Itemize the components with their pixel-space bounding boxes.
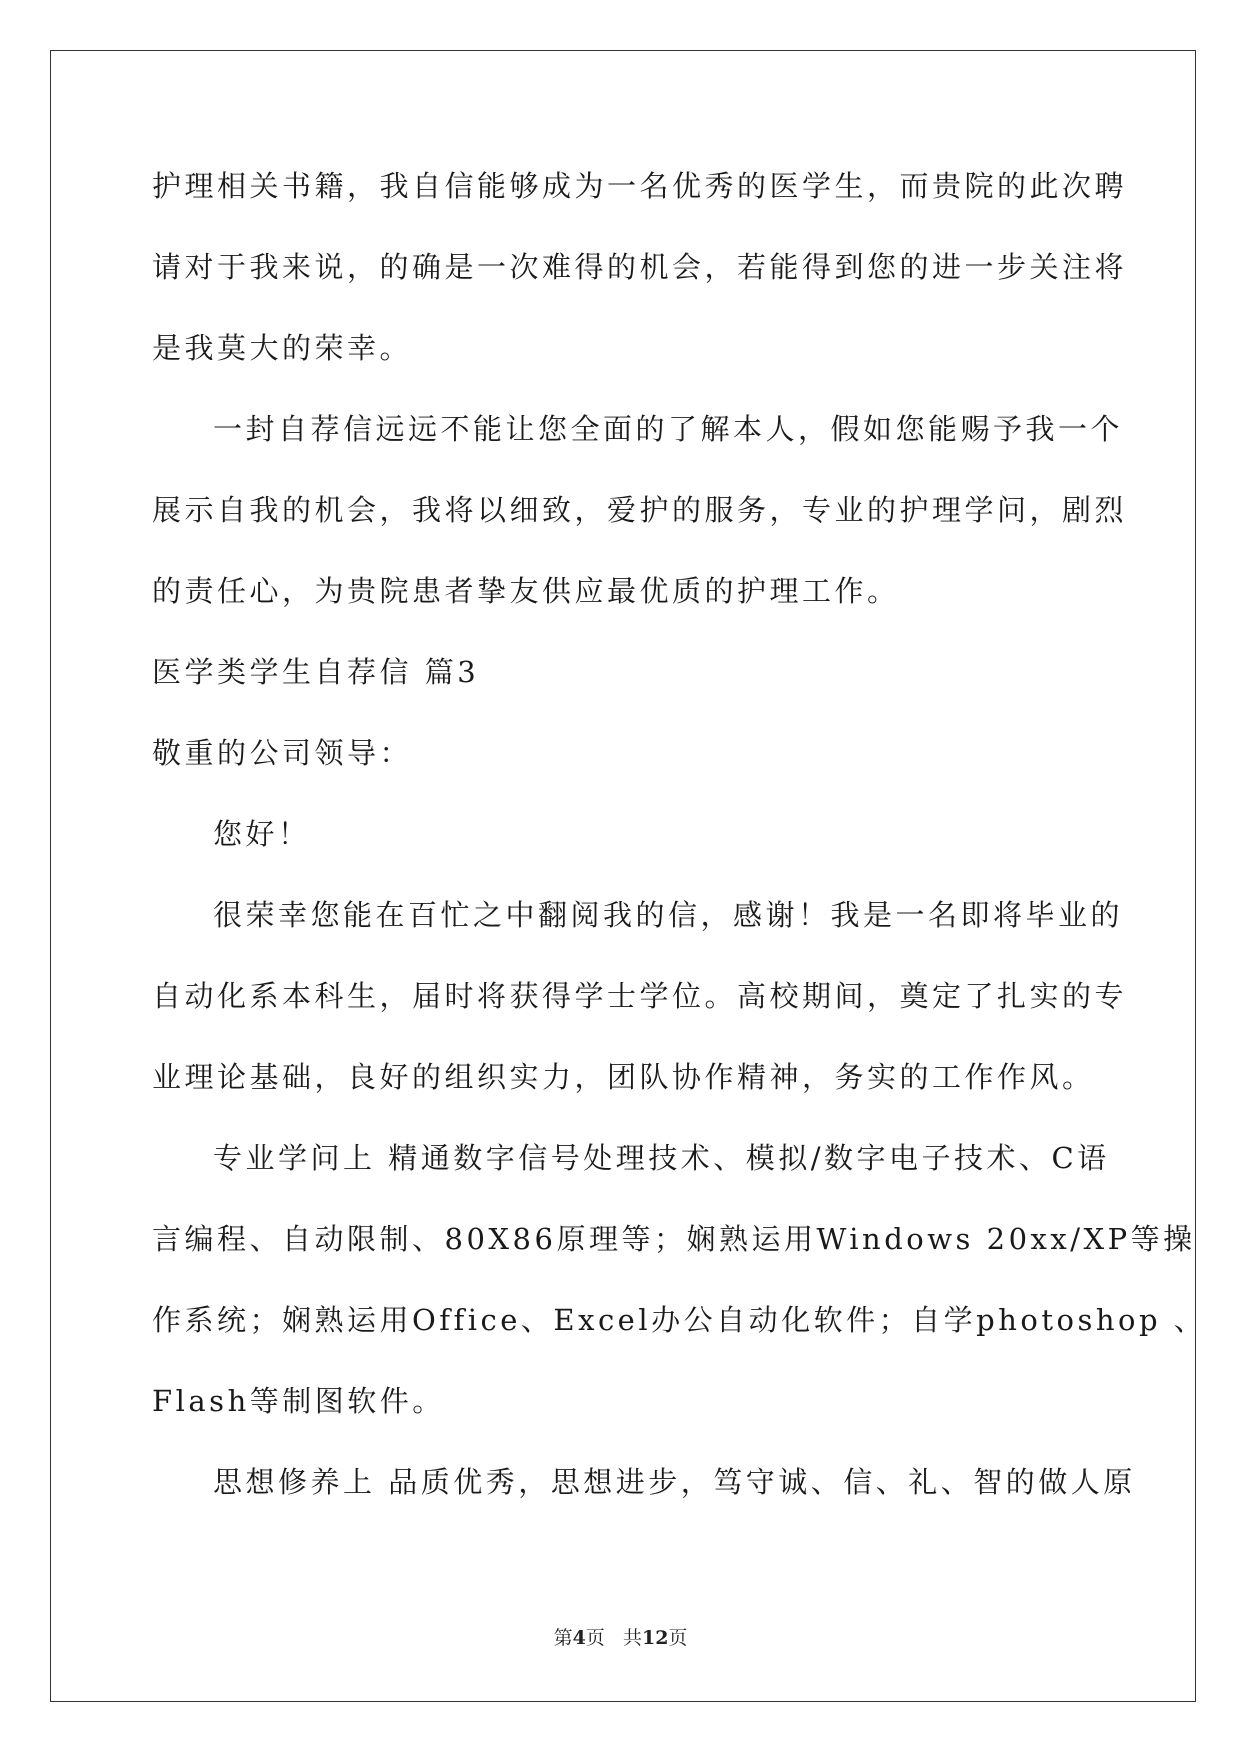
text-line: 言编程、自动限制、80X86原理等；娴熟运用Windows 20xx/XP等操 (152, 1222, 1196, 1256)
page-footer (0, 1623, 1241, 1650)
total-page-count: 12 (641, 1627, 669, 1649)
footer-prefix: 第 (553, 1627, 573, 1649)
text-line: 的责任心，为贵院患者挚友供应最优质的护理工作。 (152, 574, 900, 608)
paragraph-first-line: 一封自荐信远远不能让您全面的了解本人，假如您能赐予我一个 (213, 412, 1124, 446)
text-line: 业理论基础，良好的组织实力，团队协作精神，务实的工作作风。 (152, 1060, 1095, 1094)
section-heading: 医学类学生自荐信 篇3 (152, 655, 480, 689)
paragraph-first-line: 很荣幸您能在百忙之中翻阅我的信，感谢！我是一名即将毕业的 (213, 898, 1124, 932)
footer-total-suffix: 页 (668, 1627, 688, 1649)
current-page-number: 4 (572, 1627, 586, 1649)
text-line: 请对于我来说，的确是一次难得的机会，若能得到您的进一步关注将 (152, 250, 1128, 284)
text-line: 作系统；娴熟运用Office、Excel办公自动化软件；自学photoshop 、 (152, 1303, 1207, 1337)
footer-page-suffix: 页 (585, 1627, 605, 1649)
paragraph-first-line: 专业学问上 精通数字信号处理技术、模拟/数字电子技术、C语 (213, 1141, 1110, 1175)
text-line: 护理相关书籍，我自信能够成为一名优秀的医学生，而贵院的此次聘 (152, 169, 1128, 203)
text-line: 自动化系本科生，届时将获得学士学位。高校期间，奠定了扎实的专 (152, 979, 1128, 1013)
text-line: Flash等制图软件。 (152, 1384, 445, 1418)
greeting: 您好！ (213, 817, 311, 851)
paragraph-first-line: 思想修养上 品质优秀，思想进步，笃守诚、信、礼、智的做人原 (213, 1465, 1136, 1499)
salutation: 敬重的公司领导： (152, 736, 413, 770)
text-line: 展示自我的机会，我将以细致，爱护的服务，专业的护理学问，剧烈 (152, 493, 1128, 527)
footer-total-prefix: 共 (622, 1627, 642, 1649)
text-line: 是我莫大的荣幸。 (152, 331, 413, 365)
page-border (50, 50, 1196, 1702)
